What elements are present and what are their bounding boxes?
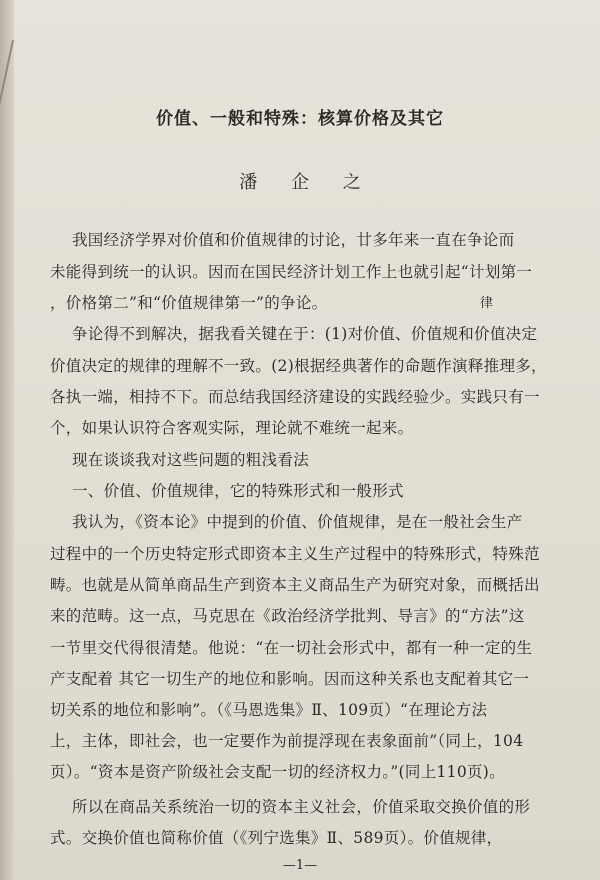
text-line: 我国经济学界对价值和价值规律的讨论，廿多年来一直在争论而 <box>72 231 515 249</box>
handwritten-insert: 律 <box>480 296 494 311</box>
text-line: 各执一端，相持不下。而总结我国经济建设的实践经验少。实践只有一 <box>50 388 540 406</box>
text-line: 一节里交代得很清楚。他说：“在一切社会形式中，都有一种一定的生 <box>50 639 533 657</box>
text-line: 我认为，《资本论》中提到的价值、价值规律，是在一般社会生产 <box>72 513 523 531</box>
text-line: 页）。“资本是资产阶级社会支配一切的经济权力。”(同上110页)。 <box>50 763 505 781</box>
page-number: —1— <box>282 858 318 873</box>
text-line: 过程中的一个历史特定形式即资本主义生产过程中的特殊形式，特殊范 <box>50 545 540 563</box>
text-line: 畴。也就是从简单商品生产到资本主义商品生产为研究对象，而概括出 <box>50 576 540 594</box>
author-name: 潘 企 之 <box>239 172 375 193</box>
text-line: 式。交换价值也简称价值（《列宁选集》Ⅱ、589页）。价值规律， <box>50 829 503 847</box>
text-line: 争论得不到解决，据我看关键在于：(1)对价值、价值规和价值决定 <box>72 325 538 343</box>
text-line: 切关系的地位和影响”。（《马恩选集》Ⅱ、109页）“在理论方法 <box>50 701 488 719</box>
text-line: 上，主体，即社会，也一定要作为前提浮现在表象面前”（同上，104 <box>50 732 524 750</box>
text-line: ，价格第二”和“价值规律第一”的争论。 <box>50 294 328 312</box>
section-heading: 一、价值、价值规律，它的特殊形式和一般形式 <box>72 482 404 500</box>
text-line: 产支配着 其它一切生产的地位和影响。因而这种关系也支配着其它一 <box>50 670 530 688</box>
text-line: 未能得到统一的认识。因而在国民经济计划工作上也就引起“计划第一 <box>50 263 533 281</box>
text-line: 所以在商品关系统治一切的资本主义社会，价值采取交换价值的形 <box>72 798 531 816</box>
page-left-edge <box>0 0 14 880</box>
text-line: 价值决定的规律的理解不一致。(2)根据经典著作的命题作演释推理多， <box>50 357 547 375</box>
document-title: 价值、一般和特殊：核算价格及其它 <box>156 109 444 129</box>
text-line: 来的范畴。这一点，马克思在《政治经济学批判、导言》的“方法”这 <box>50 607 525 625</box>
text-line: 个，如果认识符合客观实际，理论就不难统一起来。 <box>50 419 414 437</box>
section-intro: 现在谈谈我对这些问题的粗浅看法 <box>72 451 310 469</box>
